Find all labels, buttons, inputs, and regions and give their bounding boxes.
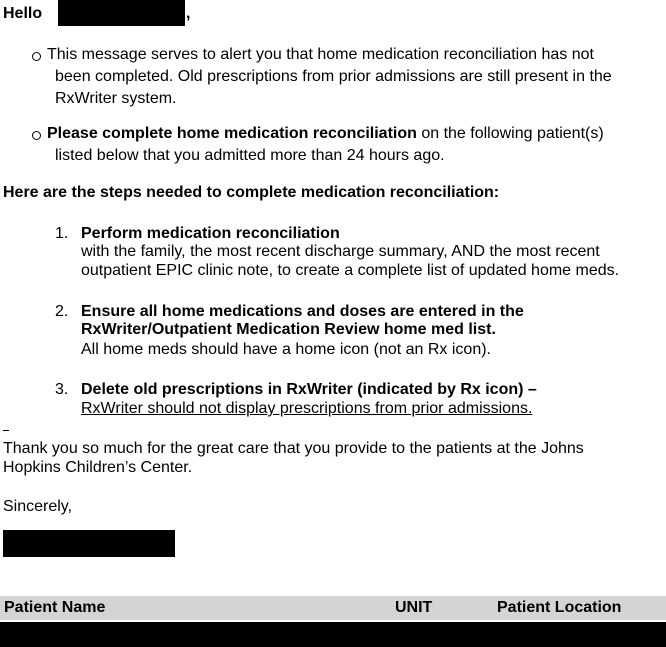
step-3-number: 3. <box>55 381 69 398</box>
bullet-2-line-2: listed below that you admitted more than 24 hours ago. <box>55 147 445 164</box>
bullet-2-line-1 <box>47 124 604 144</box>
bullet-1-line-2: been completed. Old prescriptions from prior admissions are still present in the <box>55 68 612 85</box>
greeting: Hello <box>3 5 43 22</box>
greeting-comma: , <box>186 5 191 22</box>
step-1-number: 1. <box>55 225 69 242</box>
table-row-redacted <box>0 622 666 647</box>
bullet-circle-icon <box>32 131 41 140</box>
bullet-2-rest: on the following patient(s) <box>416 125 604 142</box>
bullet-circle-icon <box>32 52 41 61</box>
step-2-title-line-1: Ensure all home medications and doses are entered in the <box>81 303 524 320</box>
signoff: Sincerely, <box>3 498 73 515</box>
closing-line-1: Thank you so much for the great care that you provide to the patients at the Johns <box>3 440 584 457</box>
steps-heading: Here are the steps needed to complete medication reconciliation: <box>3 184 500 201</box>
column-header-patient-name: Patient Name <box>4 599 106 616</box>
step-2-body: All home meds should have a home icon (not an Rx icon). <box>81 341 491 358</box>
table-header-row <box>0 596 666 620</box>
step-3-title: Delete old prescriptions in RxWriter (indicated by Rx icon) – <box>81 381 537 398</box>
closing-line-2: Hopkins Children’s Center. <box>3 459 193 476</box>
step-2-number: 2. <box>55 303 69 320</box>
step-3-body: RxWriter should not display prescriptions from prior admissions. <box>81 400 533 417</box>
bullet-1-line-1: This message serves to alert you that home medication reconciliation has not <box>47 46 594 63</box>
column-header-patient-location: Patient Location <box>497 599 622 616</box>
step-1-body-line-1: with the family, the most recent discharge summary, AND the most recent <box>81 243 600 260</box>
bullet-2-bold-lead: Please complete home medication reconciliation <box>47 125 417 142</box>
redacted-signature-name <box>3 530 175 557</box>
step-1-body-line-2: outpatient EPIC clinic note, to create a complete list of updated home meds. <box>81 262 620 279</box>
step-1-title: Perform medication reconciliation <box>81 225 340 242</box>
stray-mark <box>3 430 9 431</box>
step-2-title-line-2: RxWriter/Outpatient Medication Review home med list. <box>81 321 496 338</box>
bullet-1-line-3: RxWriter system. <box>55 90 177 107</box>
column-header-unit: UNIT <box>395 599 433 616</box>
redacted-recipient-name <box>58 0 185 26</box>
